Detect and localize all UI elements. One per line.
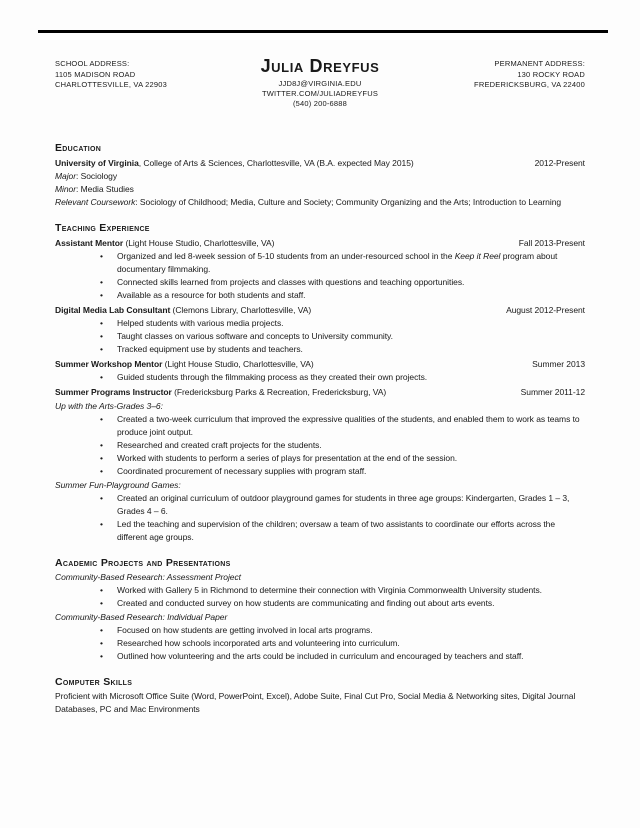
bullet-text: Worked with students to perform a series of plays for presentation at the end of the session. <box>117 453 458 463</box>
entry-line <box>55 358 585 371</box>
entry-line <box>55 304 585 317</box>
bullet-text: Available as a resource for both students and staff. <box>117 290 306 300</box>
paragraph-text: Proficient with Microsoft Office Suite (Word, PowerPoint, Excel), Adobe Suite, Final Cut Pro, Social Media & Networking sites, Digital Journal Databases, PC and Mac Environments <box>55 691 576 714</box>
bullet-item <box>55 637 585 650</box>
detail-line: Minor: Media Studies <box>55 184 134 194</box>
resume-header <box>55 56 585 109</box>
bullet-icon: • <box>100 331 103 341</box>
bullet-icon: • <box>100 598 103 608</box>
bullet-text: Focused on how students are getting involved in local arts programs. <box>117 625 373 635</box>
school-address-label: SCHOOL ADDRESS: <box>55 59 130 68</box>
bullet-icon: • <box>100 493 103 503</box>
entry-date: Summer 2011-12 <box>520 387 585 397</box>
entry-title: Summer Programs Instructor (Fredericksburg Parks & Recreation, Fredericksburg, VA) <box>55 387 387 397</box>
bullet-item <box>55 343 585 356</box>
bullet-text: Created an original curriculum of outdoor playground games for students in three age groups: Kindergarten, Grades 1 – 3, Grades 4 – 6. <box>117 493 570 516</box>
bullet-item <box>55 250 585 276</box>
permanent-address-label: PERMANENT ADDRESS: <box>494 59 585 68</box>
bullet-text: Worked with Gallery 5 in Richmond to determine their connection with Virginia Commonwealth University students. <box>117 585 542 595</box>
entry-line <box>55 157 585 170</box>
section-title-academic-projects: Academic Projects and Presentations <box>55 557 231 569</box>
entry-line <box>55 237 585 250</box>
subheading-line: Up with the Arts-Grades 3–6: <box>55 401 163 411</box>
entry-date: Summer 2013 <box>532 359 585 369</box>
bullet-text: Guided students through the filmmaking process as they created their own projects. <box>117 372 428 382</box>
section-title-education: Education <box>55 142 102 154</box>
bullet-text: Organized and led 8-week session of 5-10 students from an under-resourced school in the Keep it Reel program about documentary filmmaking. <box>117 251 558 274</box>
bullet-text: Taught classes on various software and concepts to University community. <box>117 331 393 341</box>
contact-block <box>215 79 425 109</box>
bullet-text: Created a two-week curriculum that improved the expressive qualities of the students, and enabled them to work as teams to produce joint output. <box>117 414 580 437</box>
bullet-icon: • <box>100 625 103 635</box>
section-title-teaching-experience: Teaching Experience <box>55 222 150 234</box>
section-education <box>55 142 585 209</box>
entry-date: 2012-Present <box>534 158 585 168</box>
bullet-item <box>55 624 585 637</box>
entry-title: Summer Workshop Mentor (Light House Studio, Charlottesville, VA) <box>55 359 314 369</box>
bullet-item <box>55 492 585 518</box>
permanent-address-line2: FREDERICKSBURG, VA 22400 <box>474 80 585 89</box>
permanent-address-line1: 130 ROCKY ROAD <box>517 69 585 79</box>
subheading-line: Community-Based Research: Assessment Project <box>55 572 241 582</box>
bullet-item <box>55 439 585 452</box>
school-address-line2: CHARLOTTESVILLE, VA 22903 <box>55 80 167 89</box>
bullet-text: Tracked equipment use by students and teachers. <box>117 344 303 354</box>
header-rule <box>38 30 608 33</box>
school-address-line1: 1105 MADISON ROAD <box>55 69 136 79</box>
school-address-block <box>55 56 215 91</box>
bullet-icon: • <box>100 651 103 661</box>
bullet-text: Helped students with various media projects. <box>117 318 284 328</box>
twitter-text: TWITTER.COM/JULIADREYFUS <box>261 89 379 98</box>
bullet-text: Outlined how volunteering and the arts could be included in curriculum and encouraged by teachers and staff. <box>117 651 524 661</box>
bullet-icon: • <box>100 251 103 261</box>
bullet-icon: • <box>100 372 103 382</box>
section-teaching-experience <box>55 222 585 544</box>
permanent-address-block <box>425 56 585 91</box>
subheading-line: Summer Fun-Playground Games: <box>55 480 181 490</box>
bullet-item <box>55 371 585 384</box>
bullet-item <box>55 465 585 478</box>
subheading-line: Community-Based Research: Individual Paper <box>55 612 228 622</box>
bullet-text: Connected skills learned from projects and classes with questions and teaching opportunities. <box>117 277 465 287</box>
bullet-item <box>55 330 585 343</box>
bullet-icon: • <box>100 440 103 450</box>
bullet-icon: • <box>100 344 103 354</box>
section-title-computer-skills: Computer Skills <box>55 676 133 688</box>
bullet-item <box>55 276 585 289</box>
resume-body <box>55 142 585 716</box>
bullet-text: Led the teaching and supervision of the children; oversaw a team of two assistants to coordinate our efforts across the different age groups. <box>117 519 556 542</box>
phone-text: (540) 200-6888 <box>292 99 348 108</box>
entry-line <box>55 386 585 399</box>
bullet-text: Created and conducted survey on how students are communicating and finding out about arts events. <box>117 598 495 608</box>
bullet-item <box>55 413 585 439</box>
section-computer-skills <box>55 676 585 716</box>
section-academic-projects <box>55 557 585 663</box>
detail-line: Major: Sociology <box>55 171 118 181</box>
entry-title: Assistant Mentor (Light House Studio, Charlottesville, VA) <box>55 238 275 248</box>
bullet-item <box>55 518 585 544</box>
bullet-icon: • <box>100 277 103 287</box>
bullet-icon: • <box>100 466 103 476</box>
bullet-icon: • <box>100 638 103 648</box>
bullet-icon: • <box>100 453 103 463</box>
bullet-text: Researched how schools incorporated arts and volunteering into curriculum. <box>117 638 400 648</box>
bullet-item <box>55 452 585 465</box>
bullet-icon: • <box>100 318 103 328</box>
bullet-item <box>55 597 585 610</box>
bullet-item <box>55 584 585 597</box>
detail-line: Relevant Coursework: Sociology of Childhood; Media, Culture and Society; Community Organizing and the Arts; Introduction to Learning <box>55 197 562 207</box>
entry-date: August 2012-Present <box>506 305 585 315</box>
entry-title: University of Virginia, College of Arts & Sciences, Charlottesville, VA (B.A. expected May 2015) <box>55 158 414 168</box>
bullet-icon: • <box>100 414 103 424</box>
entry-title: Digital Media Lab Consultant (Clemons Library, Charlottesville, VA) <box>55 305 312 315</box>
header-center-block <box>215 56 425 109</box>
bullet-text: Researched and created craft projects for the students. <box>117 440 322 450</box>
bullet-item <box>55 289 585 302</box>
bullet-item <box>55 650 585 663</box>
candidate-name: Julia Dreyfus <box>260 56 380 76</box>
bullet-icon: • <box>100 519 103 529</box>
entry-date: Fall 2013-Present <box>518 238 585 248</box>
bullet-item <box>55 317 585 330</box>
email-text: JJD8J@VIRGINIA.EDU <box>278 79 362 88</box>
bullet-icon: • <box>100 585 103 595</box>
bullet-text: Coordinated procurement of necessary supplies with program staff. <box>117 466 367 476</box>
bullet-icon: • <box>100 290 103 300</box>
